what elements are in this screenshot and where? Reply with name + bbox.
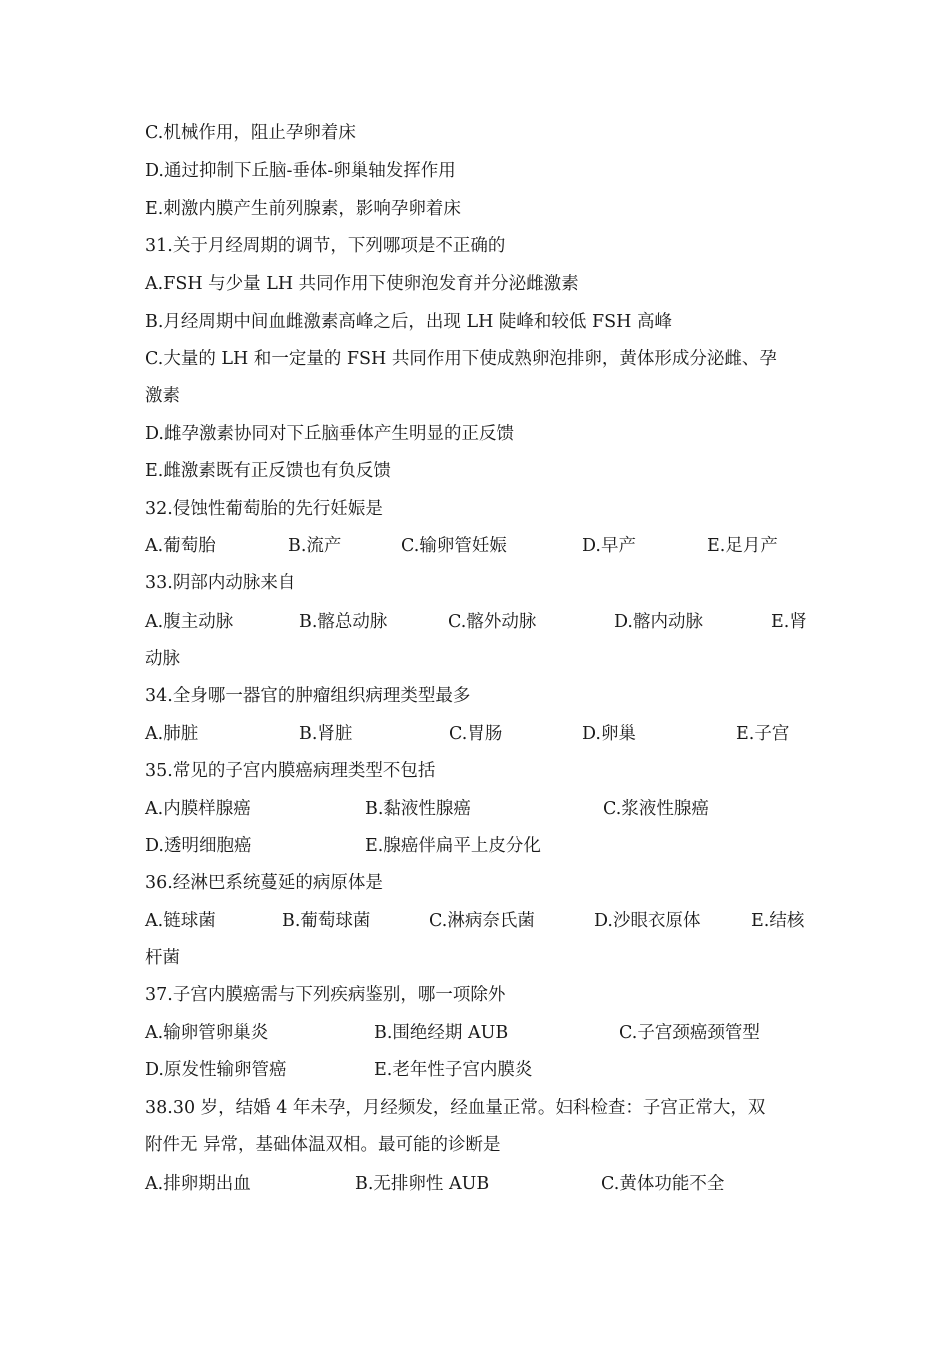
option-c-q36: C.淋病奈氏菌 [429, 911, 535, 931]
option-c-q34: C.胃肠 [449, 724, 503, 744]
option-a-q34: A.肺脏 [145, 724, 199, 744]
option-d-q36: D.沙眼衣原体 [594, 911, 701, 931]
question-33: 33.阴部内动脉来自 [145, 573, 296, 593]
question-37: 37.子宫内膜癌需与下列疾病鉴别，哪一项除外 [145, 985, 506, 1005]
option-c-q30: C.机械作用，阻止孕卵着床 [145, 123, 356, 143]
option-e-q36-cont: 杆菌 [145, 948, 180, 968]
option-e-q35: E.腺癌伴扁平上皮分化 [365, 836, 541, 856]
option-a-q36: A.链球菌 [145, 911, 216, 931]
option-c-q32: C.输卵管妊娠 [401, 536, 507, 556]
question-34: 34.全身哪一器官的肿瘤组织病理类型最多 [145, 686, 471, 706]
option-b-q38: B.无排卵性 AUB [355, 1174, 490, 1194]
option-e-q36: E.结核 [751, 911, 805, 931]
option-d-q37: D.原发性输卵管癌 [145, 1060, 287, 1080]
option-d-q35: D.透明细胞癌 [145, 836, 252, 856]
option-a-q35: A.内膜样腺癌 [145, 799, 251, 819]
option-e-q30: E.刺激内膜产生前列腺素，影响孕卵着床 [145, 199, 461, 219]
option-c-q33: C.髂外动脉 [448, 612, 537, 632]
option-b-q37: B.围绝经期 AUB [374, 1023, 509, 1043]
option-d-q31: D.雌孕激素协同对下丘脑垂体产生明显的正反馈 [145, 424, 514, 444]
option-b-q35: B.黏液性腺癌 [365, 799, 471, 819]
question-32: 32.侵蚀性葡萄胎的先行妊娠是 [145, 499, 383, 519]
option-e-q33-cont: 动脉 [145, 649, 180, 669]
question-35: 35.常见的子宫内膜癌病理类型不包括 [145, 761, 436, 781]
option-b-q32: B.流产 [288, 536, 342, 556]
option-b-q34: B.肾脏 [299, 724, 353, 744]
option-c-q38: C.黄体功能不全 [601, 1174, 725, 1194]
option-e-q34: E.子宫 [736, 724, 790, 744]
option-e-q32: E.足月产 [707, 536, 778, 556]
option-e-q37: E.老年性子宫内膜炎 [374, 1060, 533, 1080]
option-a-q31: A.FSH 与少量 LH 共同作用下使卵泡发育并分泌雌激素 [145, 274, 579, 294]
option-d-q33: D.髂内动脉 [614, 612, 703, 632]
question-31: 31.关于月经周期的调节，下列哪项是不正确的 [145, 236, 506, 256]
option-d-q30: D.通过抑制下丘脑-垂体-卵巢轴发挥作用 [145, 161, 456, 181]
option-a-q32: A.葡萄胎 [145, 536, 216, 556]
question-38-cont: 附件无 异常，基础体温双相。最可能的诊断是 [145, 1135, 501, 1155]
question-36: 36.经淋巴系统蔓延的病原体是 [145, 873, 383, 893]
option-c-q31-cont: 激素 [145, 386, 180, 406]
question-38: 38.30 岁，结婚 4 年未孕，月经频发，经血量正常。妇科检查：子宫正常大，双 [145, 1098, 766, 1118]
option-a-q37: A.输卵管卵巢炎 [145, 1023, 269, 1043]
option-e-q33: E.肾 [771, 612, 807, 632]
option-a-q33: A.腹主动脉 [145, 612, 234, 632]
option-b-q33: B.髂总动脉 [299, 612, 388, 632]
option-e-q31: E.雌激素既有正反馈也有负反馈 [145, 461, 391, 481]
option-c-q31: C.大量的 LH 和一定量的 FSH 共同作用下使成熟卵泡排卵，黄体形成分泌雌、孕 [145, 349, 777, 369]
option-c-q35: C.浆液性腺癌 [603, 799, 709, 819]
option-d-q34: D.卵巢 [582, 724, 636, 744]
option-b-q36: B.葡萄球菌 [282, 911, 371, 931]
option-a-q38: A.排卵期出血 [145, 1174, 251, 1194]
option-c-q37: C.子宫颈癌颈管型 [619, 1023, 760, 1043]
option-d-q32: D.早产 [582, 536, 636, 556]
option-b-q31: B.月经周期中间血雌激素高峰之后，出现 LH 陡峰和较低 FSH 高峰 [145, 312, 672, 332]
